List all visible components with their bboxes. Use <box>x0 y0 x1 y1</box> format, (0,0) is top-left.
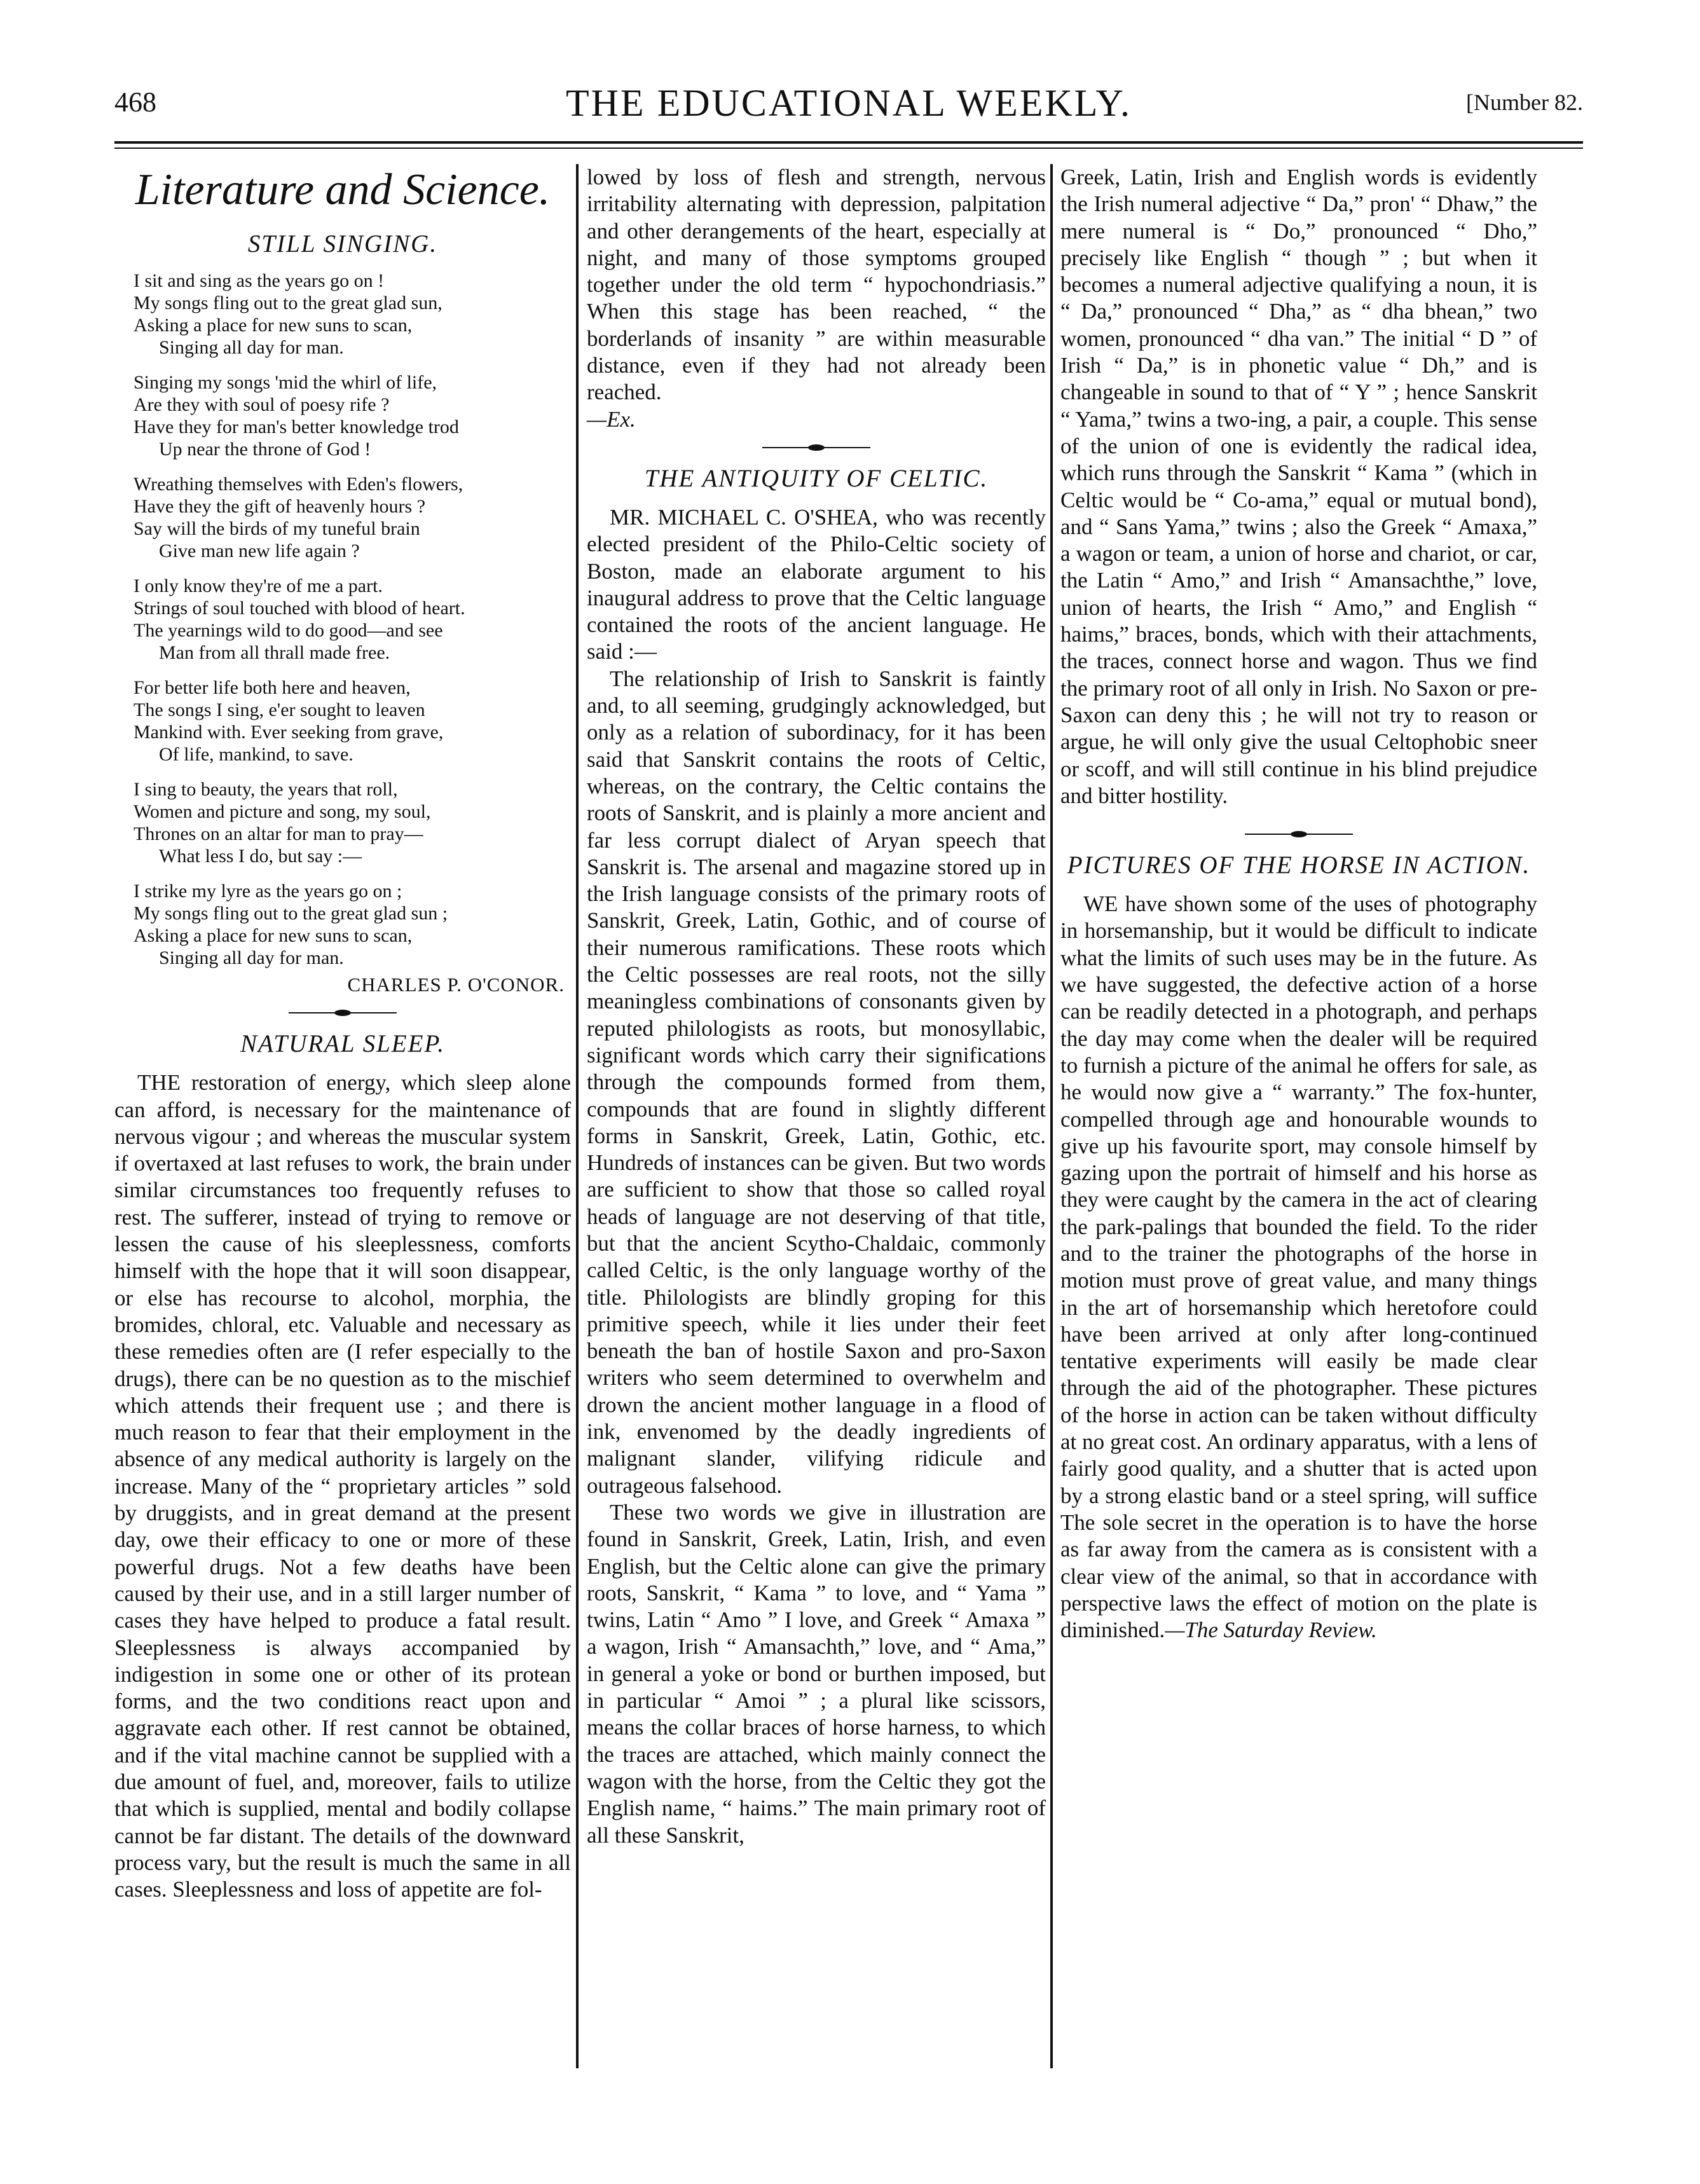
poem-line: Are they with soul of poesy rife ? <box>134 394 390 415</box>
page-number: 468 <box>114 86 156 118</box>
section-divider <box>1245 831 1353 837</box>
poem-stanza <box>134 778 571 867</box>
poem-line: Of life, mankind, to save. <box>159 744 353 765</box>
poem-line: The yearnings wild to do good—and see <box>134 620 443 641</box>
poem-line: For better life both here and heaven, <box>134 677 411 698</box>
poem-line: I sit and sing as the years go on ! <box>134 270 385 291</box>
poem-line: Singing all day for man. <box>159 947 344 968</box>
poem-line: Have they for man's better knowledge trod <box>134 416 459 437</box>
poem-line: I sing to beauty, the years that roll, <box>134 779 398 800</box>
header-rule-top <box>114 141 1583 144</box>
article-title-natural-sleep: NATURAL SLEEP. <box>240 1030 445 1058</box>
poem-line: Strings of soul touched with blood of heart. <box>134 598 465 619</box>
poem-line: Man from all thrall made free. <box>159 642 390 663</box>
poem-line: Asking a place for new suns to scan, <box>134 925 413 946</box>
poem-line: Asking a place for new suns to scan, <box>134 315 413 336</box>
article-paragraph <box>1060 891 1537 1644</box>
article-title-horse-in-action: PICTURES OF THE HORSE IN ACTION. <box>1067 851 1531 879</box>
poem-signature: CHARLES P. O'CONOR. <box>347 973 565 996</box>
article-title-antiquity-of-celtic: THE ANTIQUITY OF CELTIC. <box>644 464 989 492</box>
poem-stanza <box>134 473 571 562</box>
section-divider <box>762 444 870 451</box>
poem-line: What less I do, but say :— <box>159 846 362 867</box>
article-paragraph: Greek, Latin, Irish and English words is evidently the Irish numeral adjective “ Da,” pron' “ Dhaw,” the mere numeral is “ Do,” pronounced “ Dho,” precisely like English “ though ” ; but when it becomes a numeral adjective qualifying a noun, it is “ Da,” pronounced “ Dha,” as “ dha bhean,” two women, pronounced “ dha van.” The initial “ D ” of Irish “ Da,” is in phonetic value “ Dh,” and is changeable in sound to that of “ Y ” ; hence Sanskrit “ Yama,” twins a two-ing, a pair, a couple. This sense of the union of one is evidently the radical idea, which runs through the Sanskrit “ Kama ” (which in Celtic would be “ Co-ama,” equal or mutual bond), and “ Sans Yama,” twins ; also the Greek “ Amaxa,” a wagon or team, a union of horse and chariot, or car, the Latin “ Amo,” and Irish “ Amansachthe,” love, union of hearts, the Irish “ Amo,” and English “ haims,” braces, bonds, which with their attachments, the traces, connect horse and wagon. Thus we find the primary root of all only in Irish. No Saxon or pre-Saxon can deny this ; he will not try to reason or argue, he will only give the usual Celtophobic sneer or scoff, and will still continue in his blind prejudice and bitter hostility. <box>1060 165 1537 808</box>
section-title: Literature and Science. <box>135 165 551 214</box>
article-text: WE have shown some of the uses of photography in horsemanship, but it would be difficult to indicate what the limits of such uses may be in the future. As we have suggested, the defective action of a horse can be readily detected in a photograph, and perhaps the day may come when the dealer will be required to furnish a picture of the animal he offers for sale, as he would now give a “ warranty.” The fox-hunter, compelled through age and honourable wounds to give up his favourite sport, may console himself by gazing upon the portrait of himself and his horse as they were caught by the camera in the act of clearing the park-palings that bounded the field. To the rider and to the trainer the photographs of the horse in motion must prove of great value, and many things in the art of horsemanship which heretofore could have been arrived at only after long-continued tentative experiments will easily be made clear through the aid of the photographer. These pictures of the horse in action can be taken without difficulty at no great cost. An ordinary apparatus, with a lens of fairly good quality, and a shutter that is acted upon by a strong elastic band or a steel spring, will suffice The sole secret in the operation is to have the horse as far away from the camera as is consistent with a clear view of the animal, so that in accordance with perspective laws the effect of motion on the plate is diminished. <box>1060 891 1537 1643</box>
section-divider <box>289 1010 397 1016</box>
article-paragraph: These two words we give in illustration are found in Sanskrit, Greek, Latin, Irish, and even English, but the Celtic alone can give the primary roots, Sanskrit, “ Kama ” to love, and “ Yama ” twins, Latin “ Amo ” I love, and Greek “ Amaxa ” a wagon, Irish “ Amansachth,” love, and “ Ama,” in general a yoke or bond or burthen imposed, but in particular “ Amoi ” ; a plural like scissors, means the collar braces of horse harness, to which the traces are attached, which mainly connect the wagon with the horse, from the Celtic they got the English name, “ haims.” The main primary root of all these Sanskrit, <box>587 1499 1046 1848</box>
article-attribution: —Ex. <box>587 406 636 432</box>
poem-line: Mankind with. Ever seeking from grave, <box>134 722 444 743</box>
header-rule-bottom <box>114 148 1583 149</box>
poem-line: My songs fling out to the great glad sun, <box>134 292 442 313</box>
poem <box>134 270 571 969</box>
poem-line: I only know they're of me a part. <box>134 575 383 596</box>
poem-stanza <box>134 880 571 969</box>
issue-number: [Number 82. <box>1466 90 1583 115</box>
poem-line: Women and picture and song, my soul, <box>134 801 431 822</box>
article-paragraph: lowed by loss of flesh and strength, nervous irritability alternating with depression, palpitation and other derangements of the heart, especially at night, and many of those symptoms grouped together under the old term “ hypochondriasis.” When this stage has been reached, “ the borderlands of insanity ” are within measurable distance, even if they had not already been reached. <box>587 165 1046 405</box>
poem-line: My songs fling out to the great glad sun ; <box>134 903 448 924</box>
column-2 <box>587 164 1046 1849</box>
poem-stanza <box>134 371 571 460</box>
column-divider-left <box>576 164 579 2068</box>
article-attribution: —The Saturday Review. <box>1165 1617 1377 1643</box>
article-paragraph: The relationship of Irish to Sanskrit is faintly and, to all seeming, grudgingly acknowledged, but only as a relation of subordinacy, for it has been said that Sanskrit contains the roots of Celtic, whereas, on the contrary, the Celtic contains the roots of Sanskrit, and is plainly a more ancient and far less corrupt dialect of Aryan speech that Sanskrit is. The arsenal and magazine stored up in the Irish language consists of the primary roots of Sanskrit, Greek, Latin, Gothic, and of course of their numerous ramifications. These roots which the Celtic possesses are real roots, not the silly meaningless combinations of consonants given by reputed philologists as roots, but monosyllabic, significant words which carry their significations through the compounds formed from them, compounds that are found in slightly different forms in Sanskrit, Greek, Latin, Gothic, etc. Hundreds of instances can be given. But two words are sufficient to show that those so called royal heads of language are not deserving of that title, but that the ancient Scytho-Chaldaic, commonly called Celtic, is the only language worthy of the title. Philologists are blindly groping for this primitive speech, while it lies under their feet beneath the ban of hostile Saxon and pro-Saxon writers who seem determined to overwhelm and drown the ancient mother language in a flood of ink, envenomed by the deadly ingredients of malignant slander, vilifying ridicule and outrageous falsehood. <box>587 666 1046 1498</box>
column-divider-right <box>1050 164 1053 2068</box>
column-1 <box>114 164 571 1904</box>
poem-stanza <box>134 575 571 664</box>
poem-line: Wreathing themselves with Eden's flowers, <box>134 474 463 495</box>
poem-title: STILL SINGING. <box>247 230 438 258</box>
poem-line: Singing all day for man. <box>159 337 344 358</box>
page-header <box>114 76 1583 137</box>
column-3 <box>1060 164 1537 1644</box>
poem-line: Say will the birds of my tuneful brain <box>134 518 420 539</box>
poem-stanza <box>134 676 571 766</box>
article-paragraph: MR. MICHAEL C. O'SHEA, who was recently elected president of the Philo-Celtic society of Boston, made an elaborate argument to his inaugural address to prove that the Celtic language contained the roots of the ancient language. He said :— <box>587 504 1046 664</box>
poem-line: I strike my lyre as the years go on ; <box>134 881 402 902</box>
poem-line: Singing my songs 'mid the whirl of life, <box>134 372 437 393</box>
poem-line: Give man new life again ? <box>159 540 360 561</box>
poem-line: The songs I sing, e'er sought to leaven <box>134 699 425 720</box>
masthead-title: THE EDUCATIONAL WEEKLY. <box>565 82 1132 124</box>
article-paragraph: THE restoration of energy, which sleep alone can afford, is necessary for the maintenance of nervous vigour ; and whereas the muscular system if overtaxed at last refuses to work, the brain under similar circumstances too frequently refuses to rest. The sufferer, instead of trying to remove or lessen the cause of his sleeplessness, comforts himself with the hope that it will soon disappear, or else has recourse to alcohol, morphia, the bromides, chloral, etc. Valuable and necessary as these remedies often are (I refer especially to the drugs), there can be no question as to the mischief which attends their frequent use ; and there is much reason to fear that their employment in the absence of any medical authority is largely on the increase. Many of the “ proprietary articles ” sold by druggists, and in great demand at the present day, owe their efficacy to one or more of these powerful drugs. Not a few deaths have been caused by their use, and in a still larger number of cases they have helped to produce a fatal result. Sleeplessness is always accompanied by indigestion in some one or other of its protean forms, and the two conditions react upon and aggravate each other. If rest cannot be obtained, and if the vital machine cannot be supplied with a due amount of fuel, and, moreover, fails to utilize that which is supplied, mental and bodily collapse cannot be far distant. The details of the downward process vary, but the result is much the same in all cases. Sleeplessness and loss of appetite are fol- <box>114 1070 571 1902</box>
poem-line: Thrones on an altar for man to pray— <box>134 823 423 844</box>
poem-stanza <box>134 270 571 359</box>
poem-line: Up near the throne of God ! <box>159 439 371 460</box>
poem-line: Have they the gift of heavenly hours ? <box>134 496 426 517</box>
